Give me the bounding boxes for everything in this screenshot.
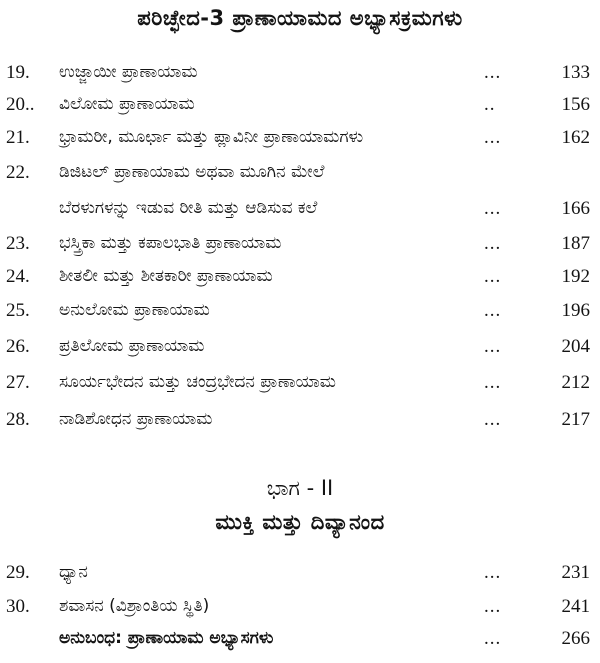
entry-number: 25. <box>6 300 30 321</box>
page-number: 187 <box>561 233 590 254</box>
page-number: 241 <box>561 596 590 617</box>
entry-number: 27. <box>6 372 30 393</box>
entry-title: ಧ್ಯಾನ <box>59 562 88 582</box>
entry-title: ಪ್ರತಿಲೋಮ ಪ್ರಾಣಾಯಾಮ <box>59 336 205 356</box>
entry-number: 22. <box>6 162 30 183</box>
entry-title: ಅನುಲೋಮ ಪ್ರಾಣಾಯಾಮ <box>59 300 210 320</box>
toc-row <box>0 300 600 330</box>
leader-dots: ... <box>484 127 502 148</box>
entry-title: ಬೆರಳುಗಳನ್ನು ಇಡುವ ರೀತಿ ಮತ್ತು ಆಡಿಸುವ ಕಲೆ <box>59 198 318 218</box>
toc-row <box>0 336 600 366</box>
entry-number: 23. <box>6 233 30 254</box>
toc-row <box>0 162 600 192</box>
entry-title: ಭ್ರಾಮರೀ, ಮೂರ್ಛಾ ಮತ್ತು ಪ್ಲಾವಿನೀ ಪ್ರಾಣಾಯಾಮಗಳು <box>59 127 364 147</box>
entry-title: ವಿಲೋಮ ಪ್ರಾಣಾಯಾಮ <box>59 94 195 114</box>
entry-number: 28. <box>6 409 30 430</box>
leader-dots: ... <box>484 628 502 649</box>
entry-number: 26. <box>6 336 30 357</box>
part-heading: ಮುಕ್ತಿ ಮತ್ತು ದಿವ್ಯಾನಂದ <box>215 510 385 534</box>
toc-row <box>0 372 600 402</box>
toc-row <box>0 198 600 228</box>
entry-title: ಸೂರ್ಯಭೇದನ ಮತ್ತು ಚಂದ್ರಭೇದನ ಪ್ರಾಣಾಯಾಮ <box>59 372 336 392</box>
toc-row <box>0 596 600 626</box>
leader-dots: ... <box>484 409 502 430</box>
page-number: 266 <box>561 628 590 649</box>
toc-row <box>0 233 600 263</box>
page-number: 192 <box>561 266 590 287</box>
toc-row <box>0 562 600 592</box>
leader-dots: ... <box>484 596 502 617</box>
toc-row <box>0 62 600 92</box>
page-number: 231 <box>561 562 590 583</box>
page-number: 133 <box>561 62 590 83</box>
entry-number: 24. <box>6 266 30 287</box>
entry-title: ಉಜ್ಜಾಯೀ ಪ್ರಾಣಾಯಾಮ <box>59 62 198 82</box>
toc-row <box>0 127 600 157</box>
page-number: 204 <box>561 336 590 357</box>
entry-number: 20.. <box>6 94 35 115</box>
toc-row <box>0 409 600 439</box>
part-label: ಭಾಗ - II <box>266 476 334 500</box>
leader-dots: ... <box>484 62 502 83</box>
leader-dots: .. <box>484 94 496 115</box>
entry-title: ಶೀತಲೀ ಮತ್ತು ಶೀತಕಾರೀ ಪ್ರಾಣಾಯಾಮ <box>59 266 273 286</box>
chapter-heading: ಪರಿಚ್ಛೇದ-3 ಪ್ರಾಣಾಯಾಮದ ಅಭ್ಯಾಸಕ್ರಮಗಳು <box>137 6 463 30</box>
entry-title: ಶವಾಸನ (ವಿಶ್ರಾಂತಿಯ ಸ್ಥಿತಿ) <box>59 596 210 616</box>
entry-number: 30. <box>6 596 30 617</box>
toc-row <box>0 266 600 296</box>
leader-dots: ... <box>484 198 502 219</box>
page-number: 217 <box>561 409 590 430</box>
entry-number: 29. <box>6 562 30 583</box>
entry-title: ಡಿಜಿಟಲ್ ಪ್ರಾಣಾಯಾಮ ಅಥವಾ ಮೂಗಿನ ಮೇಲೆ <box>59 162 325 182</box>
leader-dots: ... <box>484 300 502 321</box>
leader-dots: ... <box>484 372 502 393</box>
toc-row <box>0 628 600 658</box>
toc-row <box>0 94 600 124</box>
entry-number: 21. <box>6 127 30 148</box>
page-number: 196 <box>561 300 590 321</box>
page-number: 162 <box>561 127 590 148</box>
entry-title: ಅನುಬಂಧ: ಪ್ರಾಣಾಯಾಮ ಅಭ್ಯಾಸಗಳು <box>59 628 274 648</box>
entry-title: ನಾಡಿಶೋಧನ ಪ್ರಾಣಾಯಾಮ <box>59 409 213 429</box>
leader-dots: ... <box>484 266 502 287</box>
leader-dots: ... <box>484 233 502 254</box>
page-number: 156 <box>561 94 590 115</box>
page-number: 212 <box>561 372 590 393</box>
page-number: 166 <box>561 198 590 219</box>
leader-dots: ... <box>484 562 502 583</box>
entry-title: ಭಸ್ತ್ರಿಕಾ ಮತ್ತು ಕಪಾಲಭಾತಿ ಪ್ರಾಣಾಯಾಮ <box>59 233 282 253</box>
entry-number: 19. <box>6 62 30 83</box>
leader-dots: ... <box>484 336 502 357</box>
